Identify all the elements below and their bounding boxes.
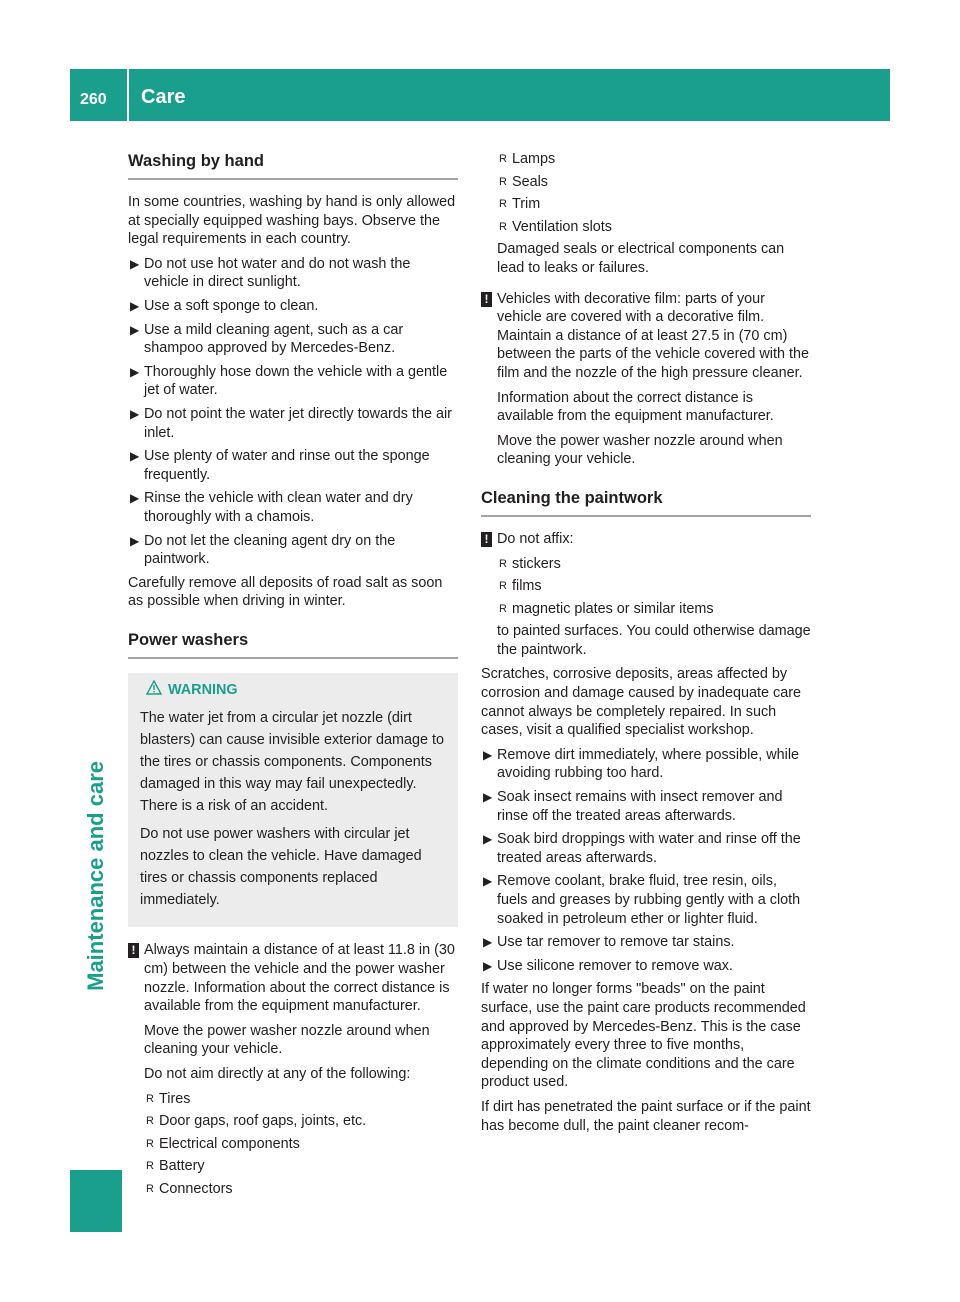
washing-step: ▶ Thoroughly hose down the vehicle with a gentle jet of water.: [130, 363, 448, 399]
notice-block: [481, 530, 811, 660]
list-item: R films: [499, 578, 542, 595]
notice-continued: [481, 150, 811, 278]
list-item: R Battery: [146, 1158, 205, 1175]
washing-step: ▶ Use a soft sponge to clean.: [130, 297, 319, 314]
step-arrow-icon: ▶: [130, 449, 140, 464]
bullet-icon: R: [499, 198, 507, 211]
step-arrow-icon: ▶: [130, 491, 140, 506]
warning-text: The water jet from a circular jet nozzle (dirt blasters) can cause invisible exterior damage to the tires or chassis components. Components damaged in this way may fail unexpectedly. There is a risk of an accident.: [140, 710, 444, 815]
warning-box: [128, 673, 458, 928]
bullet-icon: R: [146, 1115, 154, 1128]
exclamation-icon: !: [481, 532, 492, 547]
notice-text: Vehicles with decorative film: parts of your vehicle are covered with a decorative film. Maintain a distance of at least 27.5 in (70 cm) between the parts of the vehicle covered with the film and the nozzle of the high pressure cleaner.: [497, 290, 809, 381]
washing-step: ▶ Rinse the vehicle with clean water and dry thoroughly with a chamois.: [130, 490, 413, 525]
list-item: R magnetic plates or similar items: [499, 600, 714, 617]
washing-step: ▶ Do not point the water jet directly towards the air inlet.: [130, 405, 452, 441]
bullet-icon: R: [499, 175, 507, 188]
heading-power-washers: Power washers: [128, 629, 458, 659]
paint-step: ▶ Remove dirt immediately, where possible, while avoiding rubbing too hard.: [483, 746, 800, 782]
right-column: [481, 150, 811, 1141]
notice-text: Do not affix:: [497, 530, 574, 547]
page-number: 260: [80, 91, 107, 108]
list-item: R Lamps: [499, 151, 556, 167]
notice-text: Move the power washer nozzle around when cleaning your vehicle.: [144, 1022, 430, 1058]
paint-step: ▶ Soak bird droppings with water and rinse off the treated areas afterwards.: [483, 831, 801, 866]
warning-text: Do not use power washers with circular jet nozzles to clean the vehicle. Have damaged tires or chassis components replaced immediately.: [140, 826, 422, 909]
washing-step: ▶ Use a mild cleaning agent, such as a car shampoo approved by Mercedes-Benz.: [130, 321, 404, 357]
washing-step: ▶ Use plenty of water and rinse out the sponge frequently.: [130, 448, 430, 483]
list-item: R Seals: [499, 173, 548, 190]
scratches-note: Scratches, corrosive deposits, areas affected by corrosion and damage caused by inadequate care cannot always be completely repaired. In such cases, visit a qualified specialist workshop.: [481, 666, 802, 739]
heading-washing-by-hand: Washing by hand: [128, 150, 458, 180]
side-chapter-label: Maintenance and care: [83, 761, 108, 991]
notice-text: Do not aim directly at any of the following:: [144, 1066, 411, 1083]
paint-step: ▶ Use tar remover to remove tar stains.: [483, 934, 735, 951]
washing-intro: In some countries, washing by hand is only allowed at specially equipped washing bays. Observe the legal requirements in each country.: [128, 194, 456, 248]
damage-note: Damaged seals or electrical components can lead to leaks or failures.: [497, 241, 785, 276]
notice-text: to painted surfaces. You could otherwise damage the paintwork.: [497, 623, 811, 658]
left-column: [128, 150, 458, 1204]
step-arrow-icon: ▶: [483, 874, 493, 889]
washing-step: ▶ Do not let the cleaning agent dry on the paintwork.: [130, 532, 396, 568]
list-item: R Connectors: [146, 1181, 233, 1197]
list-item: R Trim: [499, 196, 541, 213]
side-chapter-marker: [70, 1170, 122, 1232]
list-item: R stickers: [499, 555, 561, 572]
list-item: R Door gaps, roof gaps, joints, etc.: [146, 1113, 367, 1130]
bullet-icon: R: [499, 557, 507, 570]
step-arrow-icon: ▶: [483, 958, 493, 973]
exclamation-icon: !: [128, 943, 139, 958]
step-arrow-icon: ▶: [483, 747, 493, 762]
dull-note: If dirt has penetrated the paint surface or if the paint has become dull, the paint cleaner recom-: [481, 1098, 811, 1134]
salt-note: Carefully remove all deposits of road salt as soon as possible when driving in winter.: [128, 574, 443, 610]
paint-step: ▶ Use silicone remover to remove wax.: [483, 957, 733, 974]
washing-step: ▶ Do not use hot water and do not wash the vehicle in direct sunlight.: [130, 255, 411, 291]
step-arrow-icon: ▶: [130, 406, 140, 421]
warning-triangle-icon: [146, 680, 162, 701]
step-arrow-icon: ▶: [130, 322, 140, 337]
bullet-icon: R: [146, 1160, 154, 1173]
notice-block: [128, 941, 458, 1198]
bullet-icon: R: [499, 153, 507, 165]
bullet-icon: R: [499, 602, 507, 615]
bullet-icon: R: [146, 1137, 154, 1150]
header-divider: [127, 69, 129, 121]
warning-title: WARNING: [140, 681, 448, 700]
beads-note: If water no longer forms "beads" on the paint surface, use the paint care products recommended and approved by Mercedes-Benz. This is the case approximately every three to five months, depending on the climate conditions and the care product used.: [481, 981, 806, 1091]
exclamation-icon: !: [481, 292, 492, 307]
bullet-icon: R: [146, 1092, 154, 1105]
bullet-icon: R: [499, 220, 507, 233]
section-title: Care: [141, 86, 186, 108]
paint-step: ▶ Soak insect remains with insect remover and rinse off the treated areas afterwards.: [483, 789, 783, 824]
notice-text: Information about the correct distance is available from the equipment manufacturer.: [497, 389, 774, 425]
step-arrow-icon: ▶: [130, 298, 140, 313]
heading-cleaning-paintwork: Cleaning the paintwork: [481, 487, 811, 517]
page-header: [70, 69, 890, 121]
step-arrow-icon: ▶: [130, 533, 140, 548]
bullet-icon: R: [146, 1183, 154, 1195]
notice-text: Always maintain a distance of at least 11.8 in (30 cm) between the vehicle and the power washer nozzle. Information about the correct distance is available from the equipment manufacturer.: [144, 942, 455, 1015]
step-arrow-icon: ▶: [130, 256, 140, 271]
paint-step: ▶ Remove coolant, brake fluid, tree resin, oils, fuels and greases by rubbing gently with a cloth soaked in petroleum ether or lighter fluid.: [483, 873, 801, 927]
bullet-icon: R: [499, 580, 507, 593]
list-item: R Ventilation slots: [499, 218, 612, 235]
list-item: R Tires: [146, 1090, 191, 1107]
step-arrow-icon: ▶: [483, 935, 493, 950]
notice-block: [481, 290, 811, 469]
step-arrow-icon: ▶: [483, 790, 493, 805]
list-item: R Electrical components: [146, 1135, 300, 1152]
step-arrow-icon: ▶: [483, 832, 493, 847]
step-arrow-icon: ▶: [130, 364, 140, 379]
notice-text: Move the power washer nozzle around when cleaning your vehicle.: [497, 432, 783, 468]
